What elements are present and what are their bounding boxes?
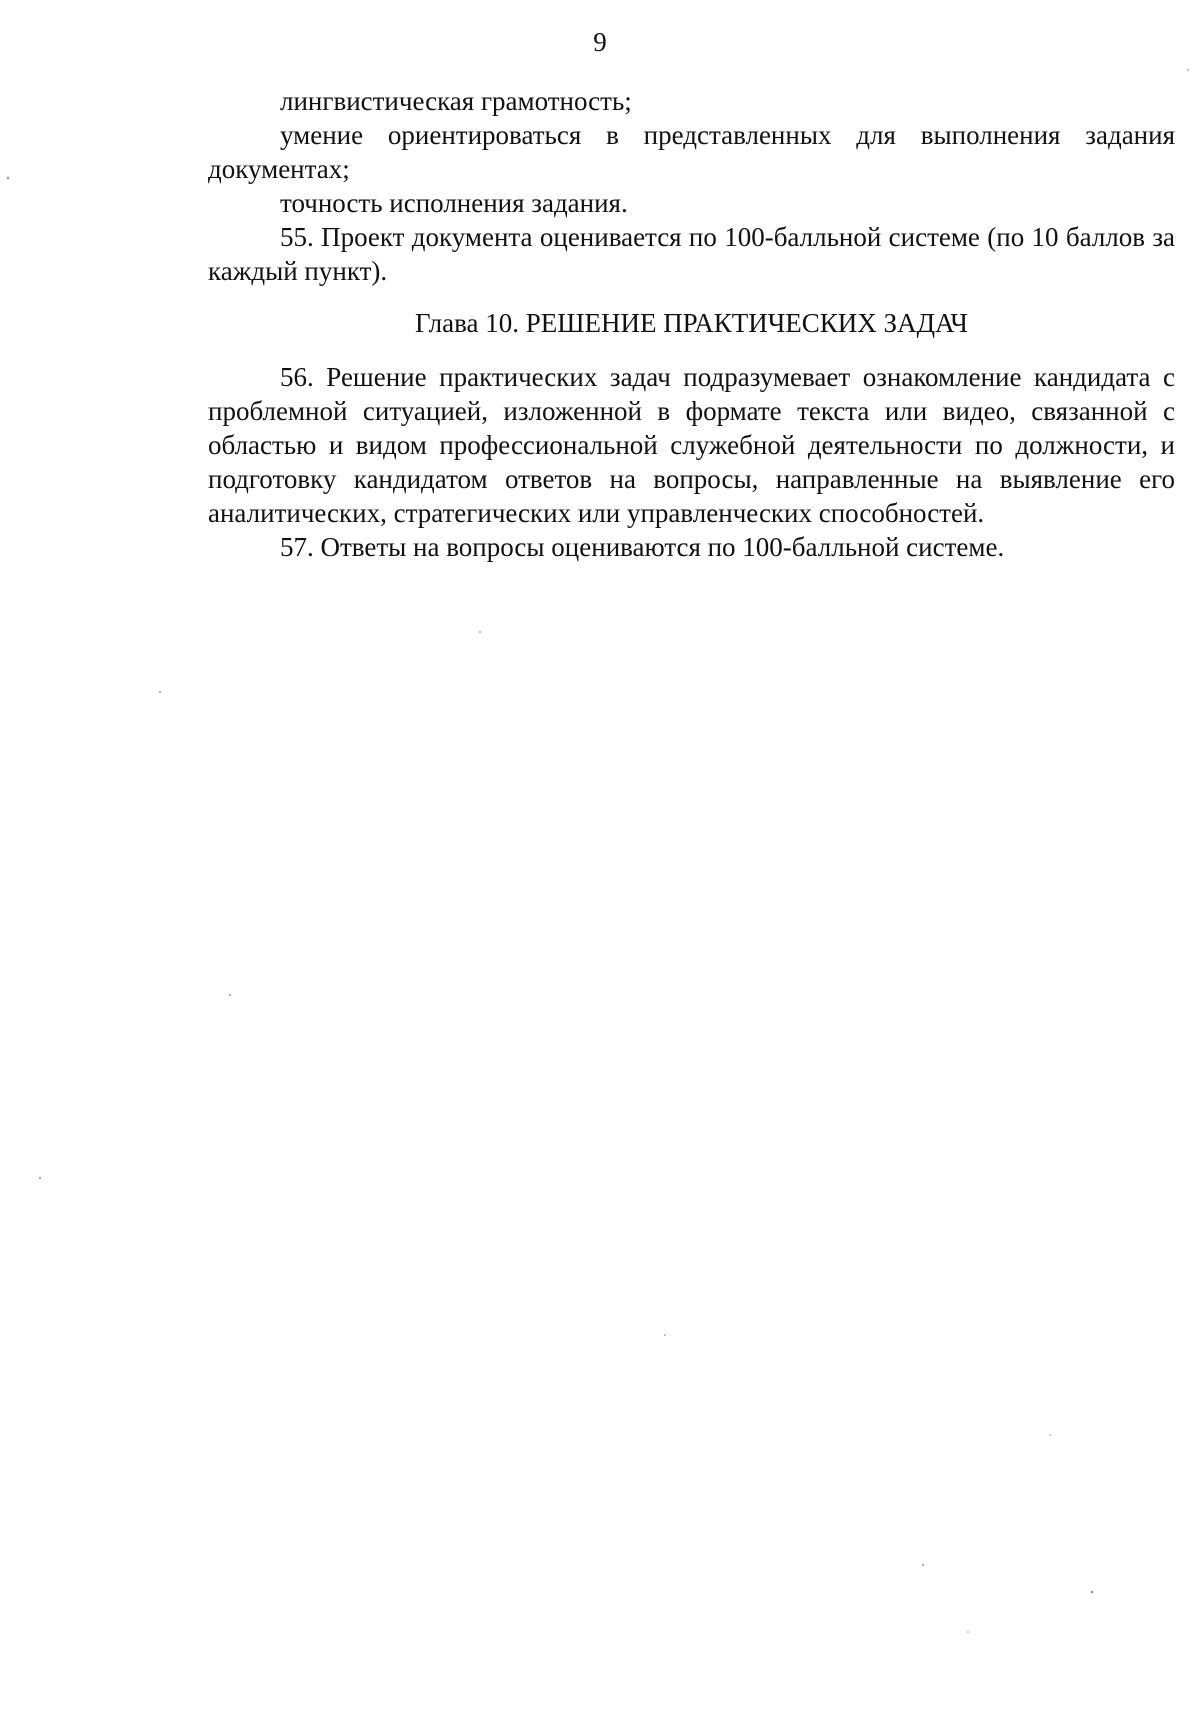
paragraph-56: 56. Решение практических задач подразумевает ознакомление кандидата с проблемной ситуацией, изложенной в формате текста или видео, связанной с областью и видом профессиональной служебной деятельности по должности, и подготовку кандидатом ответов на вопросы, направленные на выявление его аналитических, стратегических или управленческих способностей.	[208, 362, 1175, 528]
paragraph-linguistic-literacy: лингвистическая грамотность;	[280, 86, 632, 116]
page-number: 9	[593, 27, 607, 57]
paragraph-task-accuracy: точность исполнения задания.	[280, 188, 628, 218]
paragraph-document-orientation: умение ориентироваться в представленных для выполнения задания документах;	[208, 120, 1175, 184]
paragraph-55: 55. Проект документа оценивается по 100-балльной системе (по 10 баллов за каждый пункт).	[208, 222, 1175, 286]
document-body	[208, 84, 1175, 564]
paragraph-57: 57. Ответы на вопросы оцениваются по 100-балльной системе.	[280, 532, 1005, 562]
chapter-heading: Глава 10. РЕШЕНИЕ ПРАКТИЧЕСКИХ ЗАДАЧ	[415, 308, 968, 338]
